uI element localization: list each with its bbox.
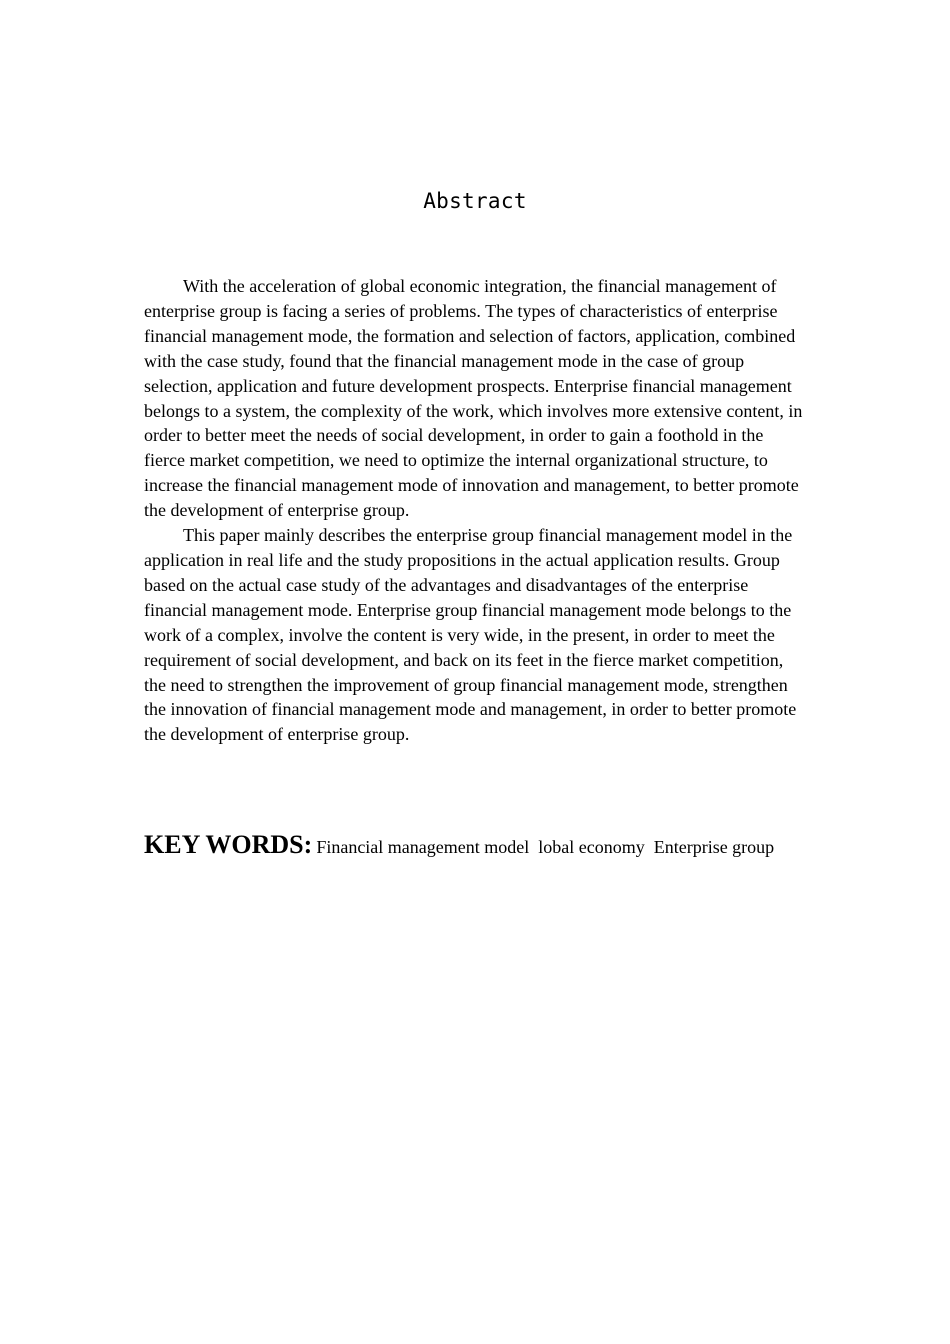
abstract-paragraph-2: This paper mainly describes the enterprise group financial management model in the application in real life and the study propositions in the actual application results. Group based on the actual case study of the advantages and disadvantages of the enterprise financial management mode. Enterprise group financial management mode belongs to the work of a complex, involve the content is very wide, in the present, in order to meet the requirement of social development, and back on its feet in the fierce market competition, the need to strengthen the improvement of group financial management mode, strengthen the innovation of financial management mode and management, in order to better promote the development of enterprise group. (144, 525, 797, 745)
abstract-title: Abstract (423, 189, 527, 213)
keywords-label: KEY WORDS: (144, 830, 313, 859)
abstract-paragraph-1: With the acceleration of global economic integration, the financial management of enterprise group is facing a series of problems. The types of characteristics of enterprise financial management mode, the formation and selection of factors, application, combined with the case study, found that the financial management mode in the case of group selection, application and future development prospects. Enterprise financial management belongs to a system, the complexity of the work, which involves more extensive content, in order to better meet the needs of social development, in order to gain a foothold in the fierce market competition, we need to optimize the internal organizational structure, to increase the financial management mode of innovation and management, to better promote the development of enterprise group. (144, 276, 803, 521)
keywords-values: Financial management model lobal economy Enterprise group (316, 837, 775, 857)
abstract-body (144, 274, 808, 747)
keywords-line (144, 830, 844, 860)
